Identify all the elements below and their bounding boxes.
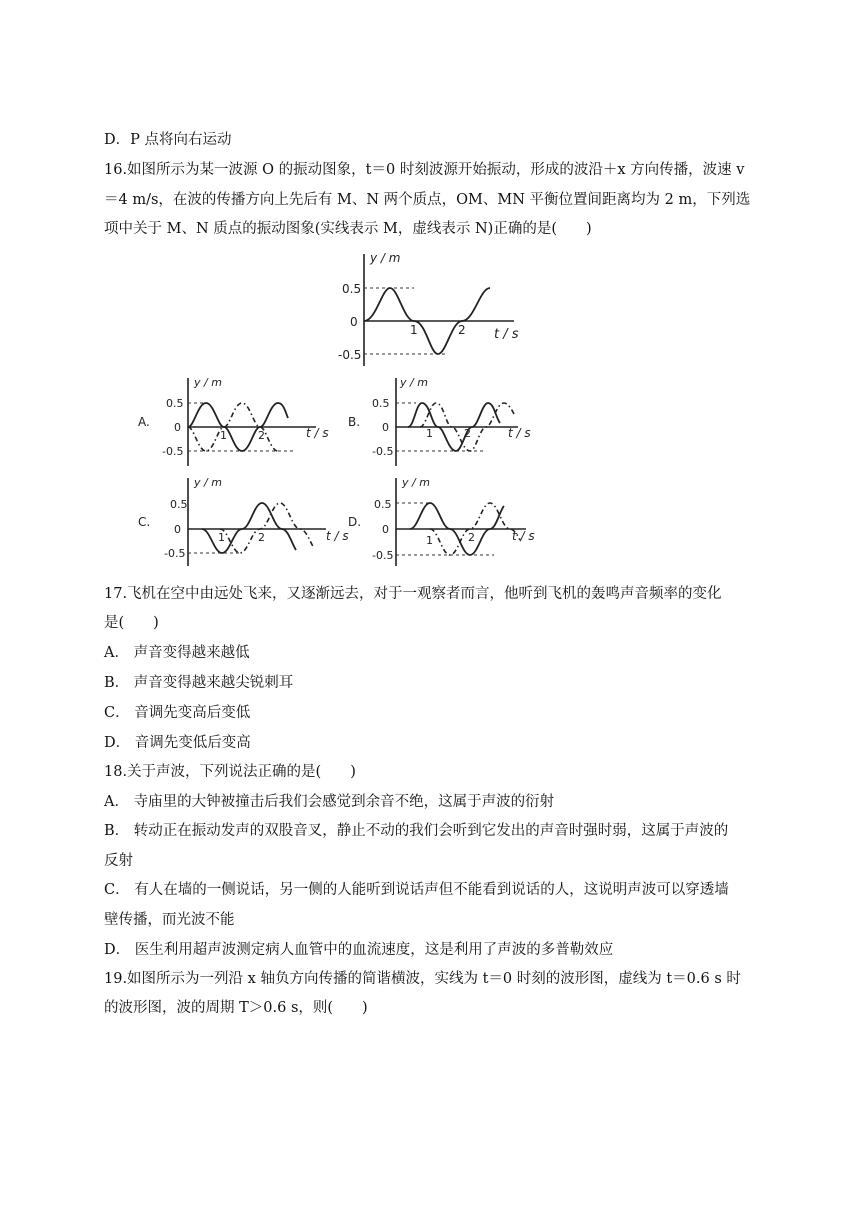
question-18-option-b-2: 反射 xyxy=(104,853,133,869)
question-17-option-d: D． 音调先变低后变高 xyxy=(104,735,251,751)
question-18-stem: 18.关于声波，下列说法正确的是( ) xyxy=(104,764,356,780)
svg-text:-0.5: -0.5 xyxy=(372,445,394,458)
option-d-graph xyxy=(346,474,546,568)
svg-text:t / s: t / s xyxy=(306,426,329,440)
question-18-option-c-2: 壁传播，而光波不能 xyxy=(104,912,235,928)
question-17-line-1: 17.飞机在空中由远处飞来，又逐渐远去，对于一观察者而言，他听到飞机的轰鸣声音频率的变化 xyxy=(104,586,722,602)
svg-text:1: 1 xyxy=(426,534,433,547)
option-letter: C. xyxy=(138,515,151,529)
tick-x-1: 1 xyxy=(410,323,418,337)
option-letter: D. xyxy=(348,515,362,529)
svg-text:y / m: y / m xyxy=(402,476,430,489)
tick-y-bottom: -0.5 xyxy=(338,348,362,362)
svg-text:-0.5: -0.5 xyxy=(162,445,184,458)
x-axis-label: t / s xyxy=(494,327,519,342)
question-18-option-b-1: B． 转动正在振动发声的双股音叉，静止不动的我们会听到它发出的声音时强时弱，这属于声波的 xyxy=(104,823,729,839)
svg-text:0: 0 xyxy=(174,421,181,434)
m-wave xyxy=(202,503,296,553)
svg-text:2: 2 xyxy=(464,427,471,440)
svg-text:-0.5: -0.5 xyxy=(164,547,186,560)
svg-text:0.5: 0.5 xyxy=(372,397,390,410)
question-16-line-2: ＝4 m/s，在波的传播方向上先后有 M、N 两个质点，OM、MN 平衡位置间距离均为 2 m，下列选 xyxy=(104,192,751,208)
svg-text:t / s: t / s xyxy=(508,426,531,440)
question-17-option-a: A． 声音变得越来越低 xyxy=(104,645,250,661)
question-18-option-a: A． 寺庙里的大钟被撞击后我们会感觉到余音不绝，这属于声波的衍射 xyxy=(104,794,555,810)
option-b-graph xyxy=(346,374,536,468)
question-17-option-b: B． 声音变得越来越尖锐刺耳 xyxy=(104,675,294,691)
question-18-option-d: D． 医生利用超声波测定病人血管中的血流速度，这是利用了声波的多普勒效应 xyxy=(104,942,614,958)
tick-x-2: 2 xyxy=(458,323,466,337)
svg-text:0: 0 xyxy=(174,523,181,536)
svg-text:2: 2 xyxy=(258,531,265,544)
svg-text:0.5: 0.5 xyxy=(170,498,188,511)
svg-text:2: 2 xyxy=(258,429,265,442)
question-19-line-1: 19.如图所示为一列沿 x 轴负方向传播的简谐横波，实线为 t＝0 时刻的波形图，虚线为 t＝0.6 s 时 xyxy=(104,971,741,987)
question-19-line-2: 的波形图，波的周期 T＞0.6 s，则( ) xyxy=(104,1000,368,1016)
option-a-graph xyxy=(136,374,336,468)
svg-text:0.5: 0.5 xyxy=(166,397,184,410)
question-16-line-1: 16.如图所示为某一波源 O 的振动图象，t＝0 时刻波源开始振动，形成的波沿＋x 方向传播，波速 v xyxy=(104,162,745,178)
option-c-graph xyxy=(136,474,349,568)
svg-text:0: 0 xyxy=(382,523,389,536)
source-vibration-graph xyxy=(330,248,530,370)
svg-text:y / m: y / m xyxy=(400,376,428,389)
svg-text:2: 2 xyxy=(468,531,475,544)
question-17-option-c: C． 音调先变高后变低 xyxy=(104,705,251,721)
option-letter: A. xyxy=(138,415,150,429)
y-axis-label: y / m xyxy=(370,251,401,265)
svg-text:y / m: y / m xyxy=(194,376,222,389)
option-15d: D．P 点将向右运动 xyxy=(104,132,232,148)
svg-text:1: 1 xyxy=(426,427,433,440)
question-18-option-c-1: C． 有人在墙的一侧说话，另一侧的人能听到说话声但不能看到说话的人，这说明声波可以穿透墙 xyxy=(104,882,729,898)
svg-text:0: 0 xyxy=(382,421,389,434)
svg-text:t / s: t / s xyxy=(326,529,349,543)
svg-text:0.5: 0.5 xyxy=(374,498,392,511)
svg-text:y / m: y / m xyxy=(194,476,222,489)
tick-y-zero: 0 xyxy=(350,315,358,329)
question-17-line-2: 是( ) xyxy=(104,615,159,631)
svg-text:1: 1 xyxy=(218,531,225,544)
option-letter: B. xyxy=(348,415,361,429)
question-16-line-3: 项中关于 M、N 质点的振动图象(实线表示 M，虚线表示 N)正确的是( ) xyxy=(104,221,592,237)
svg-text:1: 1 xyxy=(220,429,227,442)
svg-text:t / s: t / s xyxy=(512,529,535,543)
svg-text:-0.5: -0.5 xyxy=(372,549,394,562)
n-wave xyxy=(220,503,314,553)
tick-y-top: 0.5 xyxy=(342,282,362,296)
